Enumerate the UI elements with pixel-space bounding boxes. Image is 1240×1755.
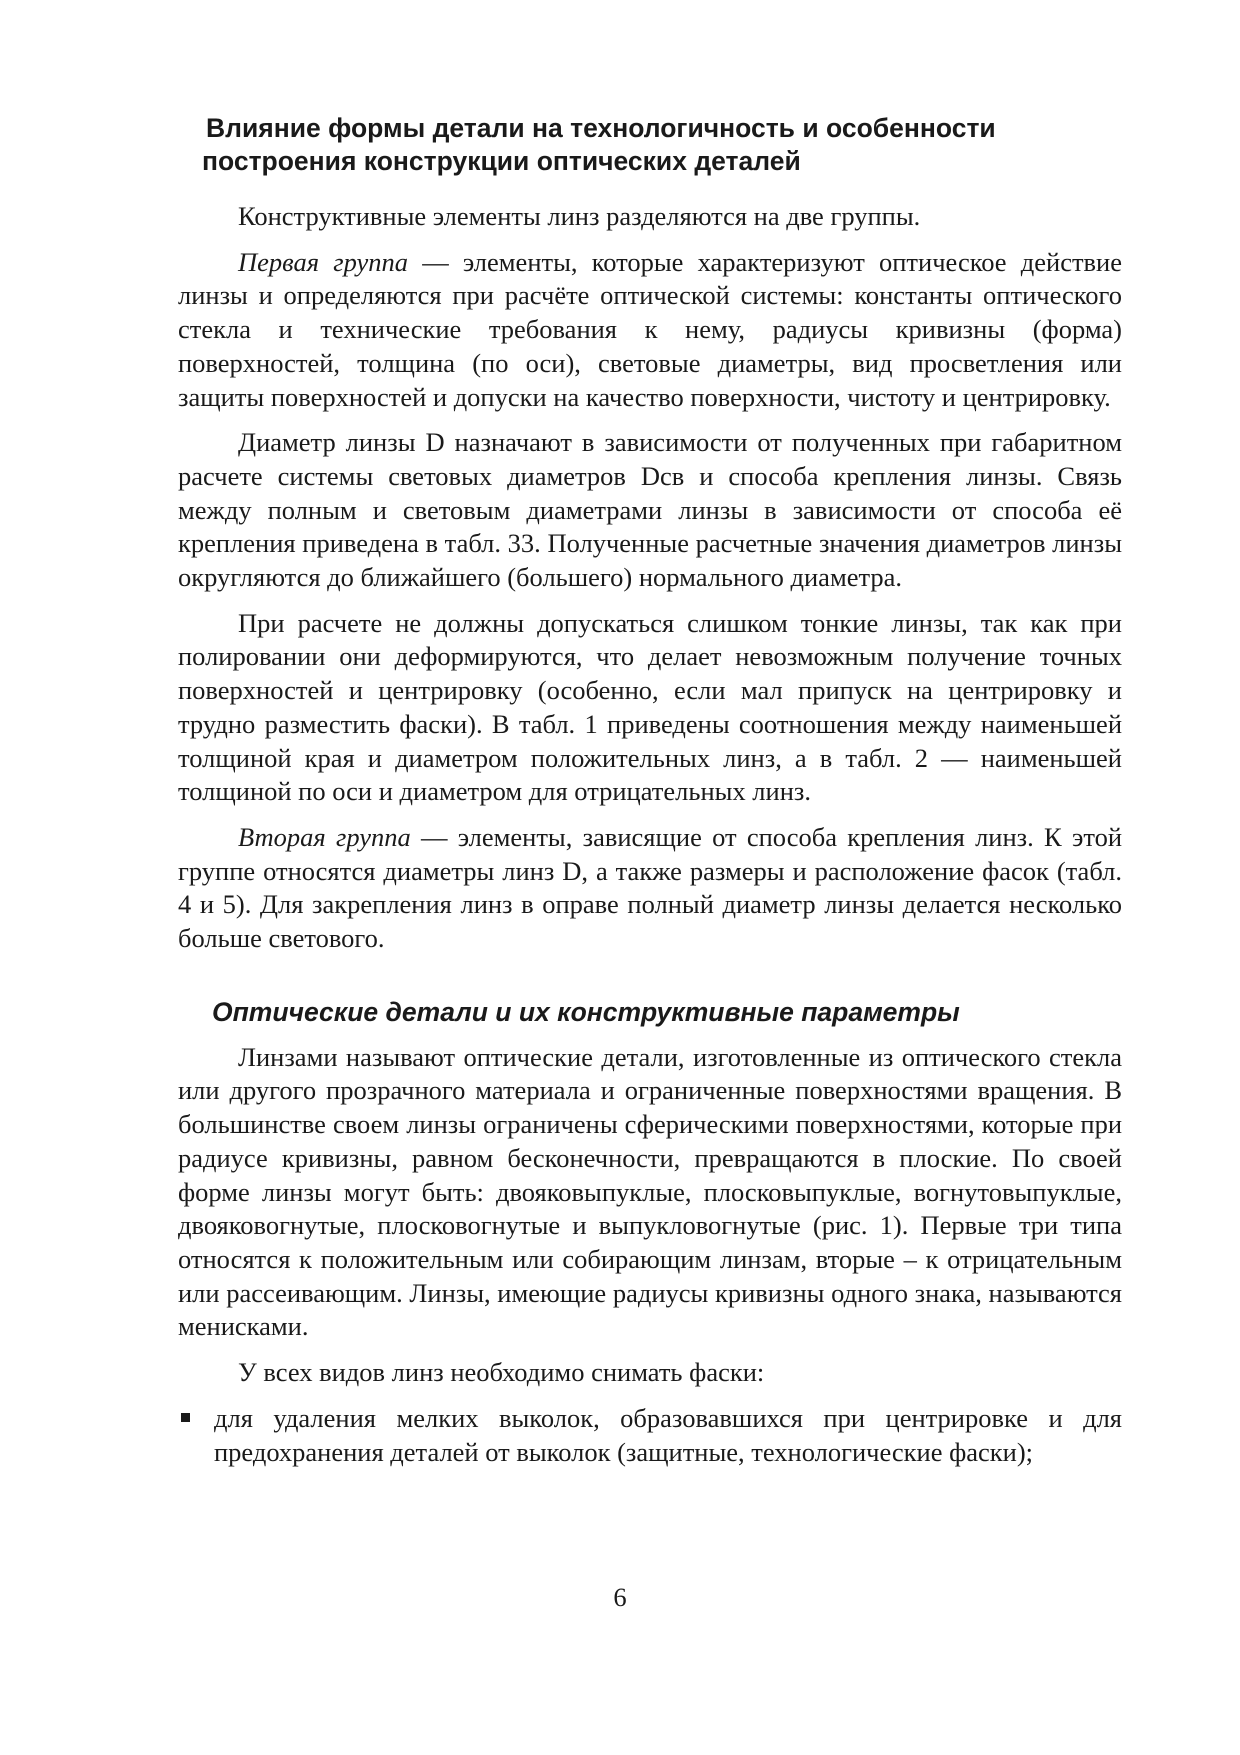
second-group-paragraph — [178, 821, 1122, 956]
square-bullet-icon — [181, 1413, 190, 1422]
diameter-paragraph: Диаметр линзы D назначают в зависимости от полученных при габаритном расчете системы световых диаметров Dсв и способа крепления линзы. Связь между полным и световым диаметрами линзы в зависимости от способа её крепления приведена в табл. 33. Полученные расчетные значения диаметров линзы округляются до ближайшего (большего) нормального диаметра. — [178, 427, 1122, 593]
section-heading-line2: построения конструкции оптических деталей — [202, 146, 801, 176]
document-page — [178, 112, 1122, 1469]
list-item-text: для удаления мелких выколок, образовавшихся при центрировке и для предохранения деталей от выколок (защитные, технологические фаски); — [214, 1402, 1122, 1467]
lenses-paragraph: Линзами называют оптические детали, изготовленные из оптического стекла или другого прозрачного материала и ограниченные поверхностями вращения. В большинстве своем линзы ограничены сферическими поверхностями, которые при радиусе кривизны, равном бесконечности, превращаются в плоские. По своей форме линзы могут быть: двояковыпуклые, плосковыпуклые, вогнутовыпуклые, двояковогнутые, плосковогнутые и выпукловогнутые (рис. 1). Первые три типа относятся к положительным или собирающим линзам, вторые – к отрицательным или рассеивающим. Линзы, имеющие радиусы кривизны одного знака, называются менисками. — [178, 1041, 1122, 1342]
intro-paragraph: Конструктивные элементы линз разделяются на две группы. — [238, 201, 921, 231]
subsection-heading: Оптические детали и их конструктивные параметры — [212, 996, 960, 1027]
page-number: 6 — [613, 1582, 627, 1612]
list-item — [178, 1402, 1122, 1469]
thin-lenses-paragraph: При расчете не должны допускаться слишком тонкие линзы, так как при полировании они деформируются, что делает невозможным получение точных поверхностей и центрировку (особенно, если мал припуск на центрировку и трудно разместить фаски). В табл. 1 приведены соотношения между наименьшей толщиной края и диаметром положительных линз, а в табл. 2 — наименьшей толщиной по оси и диаметром для отрицательных линз. — [178, 607, 1122, 807]
chamfer-list — [178, 1402, 1122, 1469]
section-heading — [202, 112, 1122, 178]
first-group-paragraph — [178, 246, 1122, 415]
second-group-term: Вторая группа — [238, 821, 411, 852]
first-group-text: — элементы, которые характеризуют оптическое действие линзы и определяются при расчёте оптической системы: константы оптического стекла и технические требования к нему, радиусы кривизны (форма) поверхностей, толщина (по оси), световые диаметры, вид просветления или защиты поверхностей и допуски на качество поверхности, чистоту и центрировку. — [178, 246, 1122, 412]
first-group-term: Первая группа — [238, 246, 408, 277]
second-group-text: — элементы, зависящие от способа крепления линз. К этой группе относятся диаметры линз D, а также размеры и расположение фасок (табл. 4 и 5). Для закрепления линз в оправе полный диаметр линзы делается несколько больше светового. — [178, 821, 1123, 954]
section-heading-line1: Влияние формы детали на технологичность и особенности — [206, 113, 996, 143]
chamfers-paragraph: У всех видов линз необходимо снимать фаски: — [238, 1357, 765, 1388]
